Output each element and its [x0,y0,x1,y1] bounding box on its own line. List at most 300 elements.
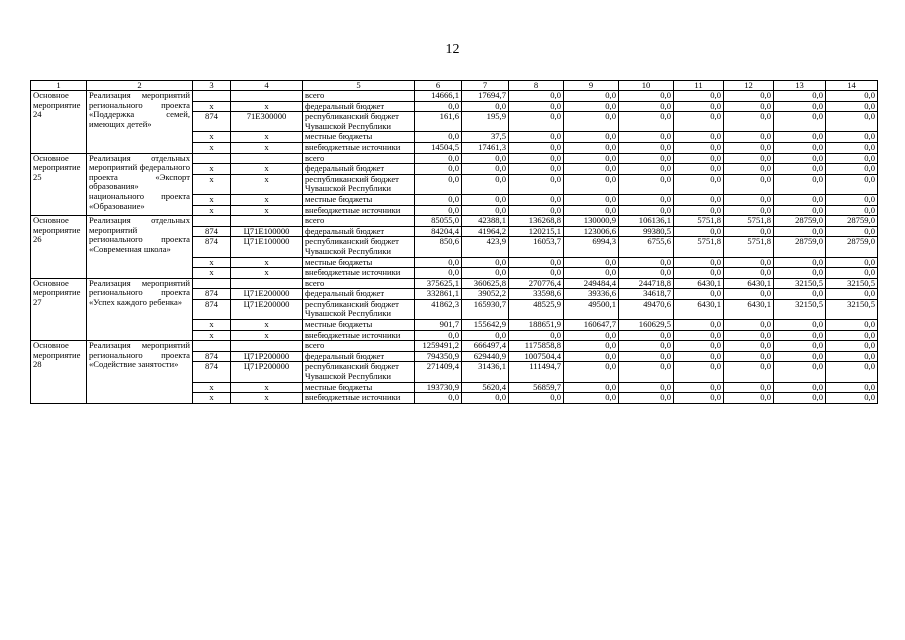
funding-amount: 0,0 [509,393,564,404]
classification-code [231,91,303,102]
funding-amount: 0,0 [674,226,724,237]
funding-amount: 195,9 [462,112,509,132]
funding-amount: 165930,7 [462,299,509,319]
funding-amount: 0,0 [826,142,878,153]
funding-amount: 0,0 [415,268,462,279]
column-number: 11 [674,81,724,91]
funding-amount: 0,0 [415,393,462,404]
funding-source: внебюджетные источники [303,393,415,404]
funding-amount: 0,0 [619,164,674,175]
funding-amount: 0,0 [724,351,774,362]
funding-amount: 0,0 [509,142,564,153]
funding-source: внебюджетные источники [303,142,415,153]
funding-amount: 0,0 [774,268,826,279]
measure-title: Основное мероприятие 24 [31,91,87,154]
funding-amount: 0,0 [674,194,724,205]
funding-amount: 0,0 [774,132,826,143]
funding-amount: 0,0 [674,382,724,393]
measure-title: Основное мероприятие 28 [31,341,87,404]
classification-code: Ц71Р200000 [231,351,303,362]
column-number: 10 [619,81,674,91]
funding-amount: 0,0 [774,142,826,153]
classification-code: x [231,205,303,216]
funding-amount: 360625,8 [462,278,509,289]
budget-admin-code: x [193,132,231,143]
funding-amount: 0,0 [509,112,564,132]
funding-amount: 0,0 [826,205,878,216]
funding-amount: 0,0 [674,268,724,279]
funding-amount: 0,0 [619,194,674,205]
funding-source: федеральный бюджет [303,226,415,237]
funding-amount: 0,0 [462,393,509,404]
measure-description: Реализация отдельных мероприятий регионального проекта «Современная школа» [87,216,193,279]
funding-source: местные бюджеты [303,257,415,268]
funding-amount: 120215,1 [509,226,564,237]
funding-amount: 0,0 [509,164,564,175]
funding-amount: 0,0 [774,101,826,112]
funding-amount: 106136,1 [619,216,674,227]
funding-amount: 17694,7 [462,91,509,102]
funding-amount: 0,0 [774,320,826,331]
funding-amount: 0,0 [674,320,724,331]
funding-amount: 0,0 [564,164,619,175]
funding-amount: 0,0 [774,164,826,175]
column-number: 8 [509,81,564,91]
funding-amount: 0,0 [564,341,619,352]
funding-amount: 5751,8 [724,216,774,227]
funding-amount: 0,0 [774,257,826,268]
funding-amount: 0,0 [415,330,462,341]
classification-code: x [231,257,303,268]
funding-source: республиканский бюджет Чувашской Республики [303,237,415,257]
classification-code: Ц71Е100000 [231,226,303,237]
funding-source: местные бюджеты [303,194,415,205]
funding-amount: 0,0 [415,257,462,268]
funding-amount: 271409,4 [415,362,462,382]
funding-source: республиканский бюджет Чувашской Республики [303,362,415,382]
funding-amount: 0,0 [774,362,826,382]
funding-amount: 375625,1 [415,278,462,289]
funding-amount: 6430,1 [724,278,774,289]
funding-amount: 0,0 [826,112,878,132]
funding-amount: 5751,8 [674,216,724,227]
funding-amount: 99380,5 [619,226,674,237]
funding-amount: 850,6 [415,237,462,257]
funding-source: республиканский бюджет Чувашской Республики [303,174,415,194]
funding-amount: 0,0 [674,330,724,341]
funding-source: всего [303,216,415,227]
funding-amount: 0,0 [674,132,724,143]
classification-code: x [231,382,303,393]
funding-amount: 0,0 [674,174,724,194]
funding-amount: 0,0 [619,174,674,194]
funding-amount: 0,0 [564,205,619,216]
funding-amount: 6430,1 [724,299,774,319]
funding-amount: 0,0 [724,101,774,112]
column-number: 3 [193,81,231,91]
funding-amount: 332861,1 [415,289,462,300]
budget-admin-code: x [193,382,231,393]
funding-amount: 0,0 [724,91,774,102]
funding-amount: 0,0 [619,341,674,352]
funding-amount: 0,0 [619,112,674,132]
funding-amount: 0,0 [724,330,774,341]
funding-source: местные бюджеты [303,382,415,393]
funding-amount: 0,0 [564,112,619,132]
funding-amount: 0,0 [826,101,878,112]
column-number: 1 [31,81,87,91]
funding-amount: 14666,1 [415,91,462,102]
classification-code: x [231,101,303,112]
funding-amount: 32150,5 [774,278,826,289]
funding-amount: 0,0 [509,153,564,164]
funding-amount: 84204,4 [415,226,462,237]
funding-amount: 32150,5 [774,299,826,319]
table-row [31,341,878,352]
funding-source: внебюджетные источники [303,330,415,341]
funding-amount: 34618,7 [619,289,674,300]
budget-admin-code: x [193,393,231,404]
column-number: 7 [462,81,509,91]
funding-source: всего [303,91,415,102]
funding-amount: 14504,5 [415,142,462,153]
classification-code: x [231,174,303,194]
funding-amount: 249484,4 [564,278,619,289]
funding-amount: 136268,8 [509,216,564,227]
funding-amount: 0,0 [724,112,774,132]
funding-amount: 41862,3 [415,299,462,319]
budget-admin-code: 874 [193,289,231,300]
funding-amount: 0,0 [462,194,509,205]
funding-amount: 0,0 [674,257,724,268]
funding-amount: 1175858,8 [509,341,564,352]
budget-admin-code: x [193,320,231,331]
funding-amount: 270776,4 [509,278,564,289]
classification-code: Ц71Е100000 [231,237,303,257]
funding-amount: 49470,6 [619,299,674,319]
funding-amount: 0,0 [774,112,826,132]
funding-amount: 17461,3 [462,142,509,153]
funding-amount: 1259491,2 [415,341,462,352]
funding-amount: 0,0 [724,226,774,237]
funding-amount: 39052,2 [462,289,509,300]
measure-title: Основное мероприятие 26 [31,216,87,279]
column-number: 2 [87,81,193,91]
funding-amount: 0,0 [564,132,619,143]
measure-description: Реализация мероприятий регионального проекта «Содействие занятости» [87,341,193,404]
funding-amount: 0,0 [564,142,619,153]
budget-admin-code: 874 [193,112,231,132]
funding-amount: 48525,9 [509,299,564,319]
measure-title: Основное мероприятие 25 [31,153,87,216]
funding-amount: 41964,2 [462,226,509,237]
funding-amount: 0,0 [774,289,826,300]
funding-amount: 0,0 [674,362,724,382]
funding-amount: 0,0 [509,101,564,112]
funding-amount: 666497,4 [462,341,509,352]
budget-admin-code: 874 [193,362,231,382]
budget-admin-code [193,341,231,352]
funding-amount: 5620,4 [462,382,509,393]
funding-amount: 160629,5 [619,320,674,331]
funding-amount: 0,0 [826,91,878,102]
funding-amount: 0,0 [564,362,619,382]
funding-amount: 188651,9 [509,320,564,331]
table-row [31,91,878,102]
funding-amount: 39336,6 [564,289,619,300]
table-row [31,216,878,227]
budget-admin-code: 874 [193,299,231,319]
funding-amount: 0,0 [724,164,774,175]
funding-amount: 0,0 [462,330,509,341]
funding-amount: 0,0 [564,351,619,362]
funding-amount: 0,0 [619,91,674,102]
funding-source: внебюджетные источники [303,205,415,216]
column-number: 6 [415,81,462,91]
funding-amount: 0,0 [774,382,826,393]
budget-admin-code: x [193,164,231,175]
funding-amount: 42388,1 [462,216,509,227]
classification-code: x [231,164,303,175]
funding-amount: 0,0 [674,112,724,132]
classification-code [231,216,303,227]
budget-admin-code: x [193,257,231,268]
funding-amount: 0,0 [774,205,826,216]
funding-amount: 0,0 [462,101,509,112]
funding-amount: 0,0 [724,153,774,164]
funding-amount: 37,5 [462,132,509,143]
funding-amount: 0,0 [724,362,774,382]
column-number: 5 [303,81,415,91]
funding-amount: 0,0 [564,257,619,268]
funding-amount: 0,0 [619,268,674,279]
funding-amount: 0,0 [619,351,674,362]
funding-amount: 0,0 [774,226,826,237]
funding-amount: 0,0 [826,257,878,268]
funding-amount: 629440,9 [462,351,509,362]
column-number-row [31,81,878,91]
measure-description: Реализация отдельных мероприятий федерального проекта «Экспорт образования» национального проекта «Образование» [87,153,193,216]
funding-source: республиканский бюджет Чувашской Республики [303,299,415,319]
funding-amount: 155642,9 [462,320,509,331]
funding-amount: 0,0 [462,268,509,279]
funding-amount: 0,0 [774,330,826,341]
funding-amount: 0,0 [724,382,774,393]
funding-amount: 6430,1 [674,278,724,289]
funding-amount: 0,0 [509,257,564,268]
funding-amount: 0,0 [619,132,674,143]
funding-amount: 0,0 [415,174,462,194]
funding-amount: 33598,6 [509,289,564,300]
column-number: 9 [564,81,619,91]
funding-amount: 0,0 [415,164,462,175]
funding-amount: 0,0 [826,289,878,300]
funding-amount: 244718,8 [619,278,674,289]
funding-amount: 0,0 [509,330,564,341]
funding-amount: 0,0 [826,132,878,143]
funding-amount: 0,0 [415,205,462,216]
table-row [31,153,878,164]
column-number: 4 [231,81,303,91]
funding-amount: 193730,9 [415,382,462,393]
funding-amount: 0,0 [462,174,509,194]
funding-amount: 0,0 [724,174,774,194]
funding-amount: 0,0 [826,362,878,382]
funding-amount: 0,0 [509,132,564,143]
funding-amount: 0,0 [724,289,774,300]
funding-amount: 0,0 [724,341,774,352]
measure-description: Реализация мероприятий регионального проекта «Успех каждого ребенка» [87,278,193,341]
classification-code: x [231,142,303,153]
funding-amount: 0,0 [724,268,774,279]
funding-amount: 1007504,4 [509,351,564,362]
funding-amount: 16053,7 [509,237,564,257]
funding-amount: 0,0 [564,174,619,194]
funding-amount: 123006,6 [564,226,619,237]
classification-code: Ц71Е200000 [231,289,303,300]
funding-amount: 6430,1 [674,299,724,319]
budget-admin-code [193,216,231,227]
funding-amount: 0,0 [415,194,462,205]
funding-amount: 0,0 [724,320,774,331]
funding-amount: 0,0 [674,393,724,404]
column-number: 13 [774,81,826,91]
funding-amount: 49500,1 [564,299,619,319]
funding-amount: 0,0 [674,91,724,102]
budget-admin-code [193,153,231,164]
page-number: 12 [445,42,460,57]
budget-table [30,80,878,404]
funding-amount: 0,0 [774,341,826,352]
funding-source: всего [303,278,415,289]
funding-amount: 0,0 [826,164,878,175]
classification-code [231,341,303,352]
funding-amount: 6994,3 [564,237,619,257]
funding-amount: 0,0 [462,257,509,268]
measure-title: Основное мероприятие 27 [31,278,87,341]
funding-amount: 0,0 [774,194,826,205]
funding-amount: 0,0 [774,351,826,362]
funding-amount: 0,0 [826,382,878,393]
funding-amount: 0,0 [462,153,509,164]
funding-amount: 0,0 [619,205,674,216]
budget-admin-code [193,91,231,102]
funding-amount: 0,0 [619,362,674,382]
funding-amount: 85055,0 [415,216,462,227]
funding-amount: 0,0 [774,91,826,102]
funding-amount: 0,0 [564,194,619,205]
funding-amount: 0,0 [774,393,826,404]
column-number: 14 [826,81,878,91]
funding-amount: 0,0 [564,101,619,112]
budget-admin-code: x [193,142,231,153]
funding-amount: 161,6 [415,112,462,132]
funding-amount: 56859,7 [509,382,564,393]
funding-amount: 0,0 [619,382,674,393]
funding-amount: 0,0 [826,153,878,164]
budget-admin-code: x [193,205,231,216]
funding-amount: 0,0 [826,351,878,362]
funding-amount: 0,0 [674,205,724,216]
classification-code: 71Е300000 [231,112,303,132]
funding-amount: 0,0 [724,194,774,205]
funding-amount: 0,0 [619,330,674,341]
funding-amount: 0,0 [564,268,619,279]
budget-admin-code [193,278,231,289]
funding-amount: 0,0 [509,268,564,279]
funding-amount: 0,0 [509,205,564,216]
funding-amount: 6755,6 [619,237,674,257]
funding-amount: 0,0 [674,351,724,362]
funding-amount: 5751,8 [674,237,724,257]
classification-code: x [231,330,303,341]
funding-amount: 28759,0 [826,216,878,227]
funding-amount: 31436,1 [462,362,509,382]
classification-code: Ц71Е200000 [231,299,303,319]
funding-amount: 0,0 [674,101,724,112]
classification-code: Ц71Р200000 [231,362,303,382]
funding-source: федеральный бюджет [303,351,415,362]
funding-source: местные бюджеты [303,132,415,143]
funding-amount: 0,0 [619,153,674,164]
funding-amount: 0,0 [724,257,774,268]
funding-amount: 901,7 [415,320,462,331]
budget-admin-code: x [193,330,231,341]
funding-amount: 0,0 [724,205,774,216]
funding-amount: 0,0 [826,194,878,205]
budget-admin-code: x [193,194,231,205]
funding-amount: 111494,7 [509,362,564,382]
funding-amount: 32150,5 [826,299,878,319]
budget-admin-code: 874 [193,351,231,362]
funding-source: федеральный бюджет [303,164,415,175]
funding-amount: 0,0 [826,341,878,352]
funding-amount: 0,0 [826,174,878,194]
funding-amount: 0,0 [674,289,724,300]
funding-amount: 0,0 [564,393,619,404]
funding-amount: 0,0 [674,164,724,175]
funding-amount: 0,0 [564,91,619,102]
funding-amount: 0,0 [826,268,878,279]
funding-amount: 0,0 [564,330,619,341]
funding-amount: 0,0 [619,101,674,112]
funding-amount: 0,0 [462,164,509,175]
funding-amount: 28759,0 [826,237,878,257]
funding-amount: 160647,7 [564,320,619,331]
funding-amount: 0,0 [826,226,878,237]
funding-amount: 28759,0 [774,237,826,257]
funding-amount: 0,0 [724,142,774,153]
funding-source: местные бюджеты [303,320,415,331]
funding-amount: 0,0 [774,174,826,194]
budget-admin-code: x [193,101,231,112]
funding-amount: 0,0 [724,393,774,404]
funding-amount: 0,0 [415,153,462,164]
table-row [31,278,878,289]
column-number: 12 [724,81,774,91]
classification-code: x [231,320,303,331]
funding-source: республиканский бюджет Чувашской Республики [303,112,415,132]
funding-amount: 0,0 [674,341,724,352]
funding-amount: 0,0 [509,194,564,205]
funding-amount: 0,0 [619,257,674,268]
funding-source: всего [303,341,415,352]
budget-admin-code: 874 [193,237,231,257]
funding-source: федеральный бюджет [303,289,415,300]
funding-source: всего [303,153,415,164]
funding-amount: 0,0 [619,393,674,404]
funding-amount: 0,0 [774,153,826,164]
